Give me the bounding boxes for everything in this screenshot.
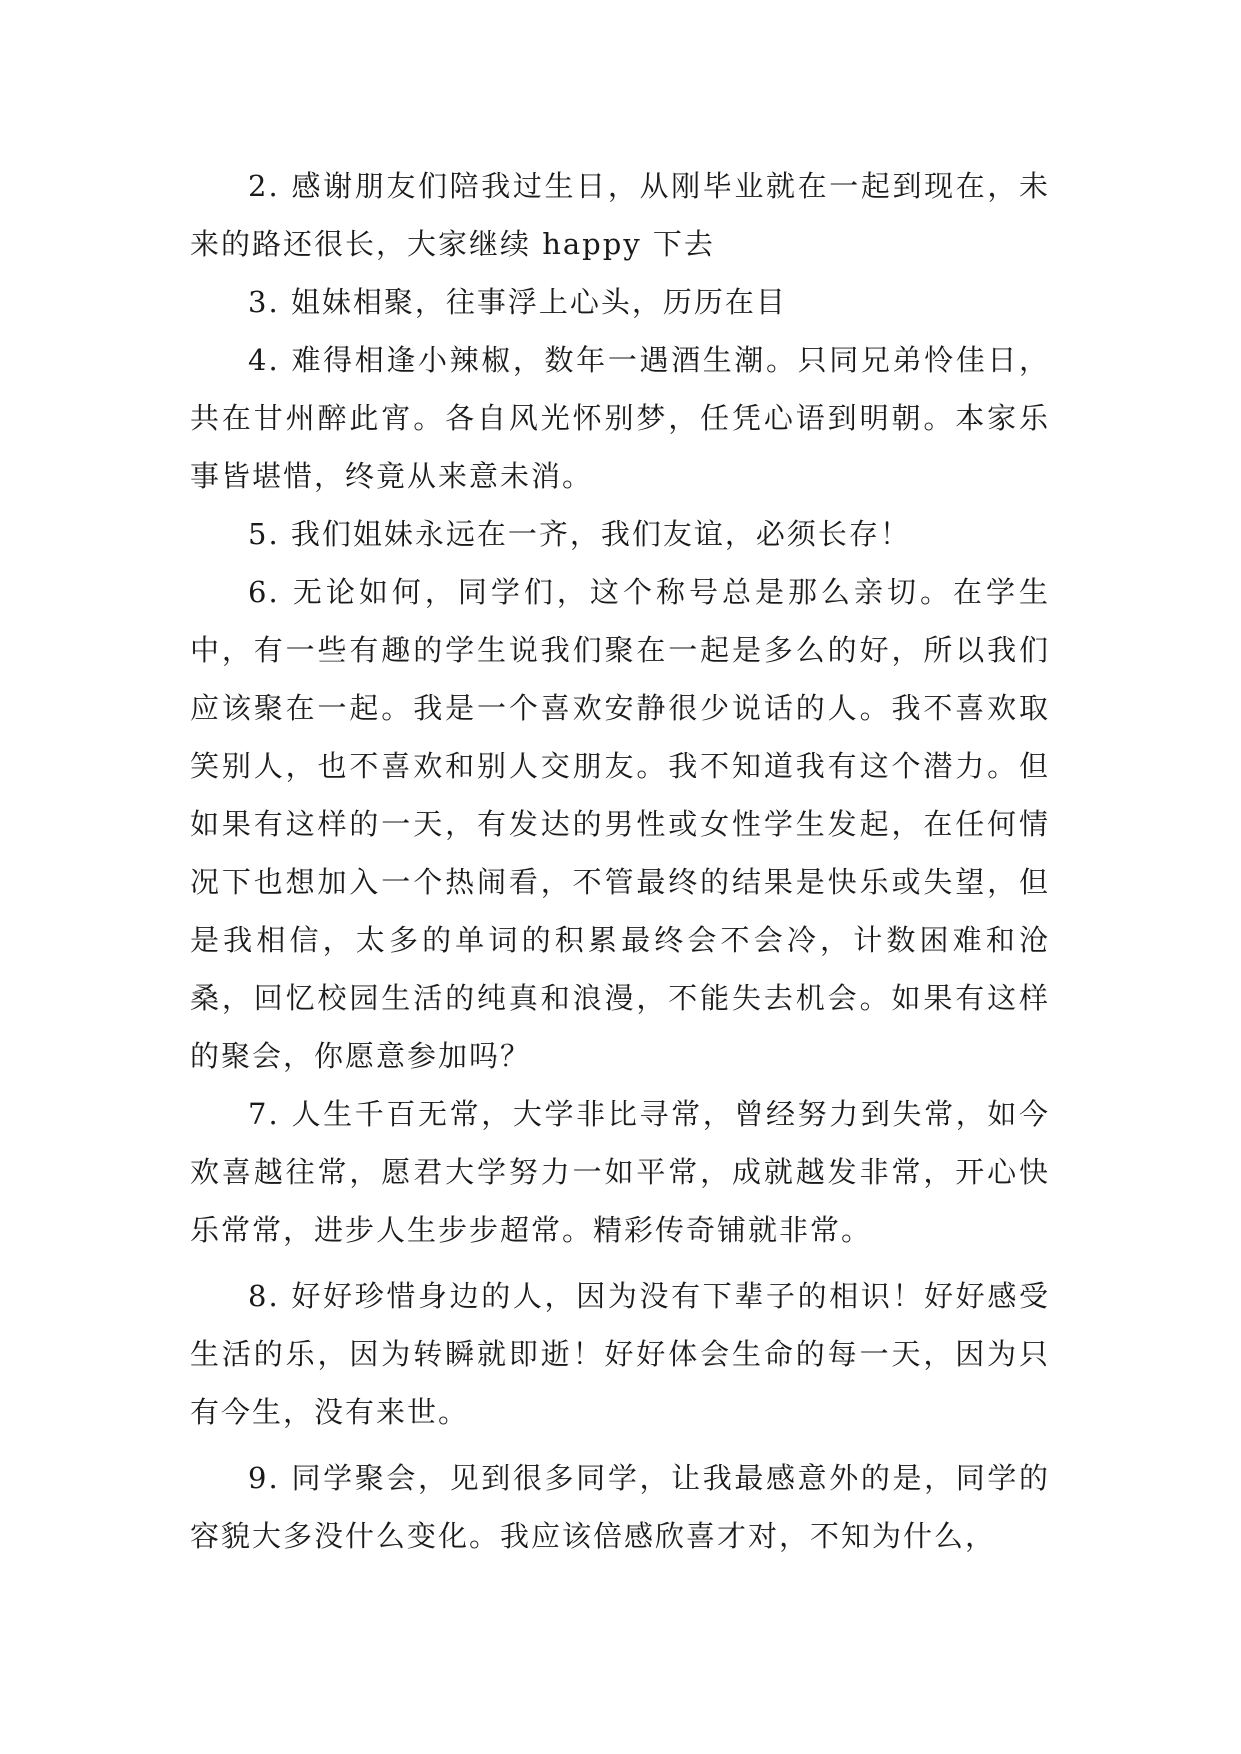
paragraph-2: 2. 感谢朋友们陪我过生日，从刚毕业就在一起到现在，未来的路还很长，大家继续 happy 下去 <box>190 169 1050 261</box>
paragraph-3: 3. 姐妹相聚，往事浮上心头，历历在目 <box>248 285 787 319</box>
paragraph-5: 5. 我们姐妹永远在一齐，我们友谊，必须长存！ <box>248 517 911 551</box>
paragraph-8: 8. 好好珍惜身边的人，因为没有下辈子的相识！好好感受生活的乐，因为转瞬就即逝！好好体会生命的每一天，因为只有今生，没有来世。 <box>190 1279 1050 1429</box>
document-body <box>190 157 1050 1565</box>
paragraph-9: 9. 同学聚会，见到很多同学，让我最感意外的是，同学的容貌大多没什么变化。我应该倍感欣喜才对，不知为什么， <box>190 1461 1050 1553</box>
paragraph-4: 4. 难得相逢小辣椒，数年一遇酒生潮。只同兄弟怜佳日，共在甘州醉此宵。各自风光怀别梦，任凭心语到明朝。本家乐事皆堪惜，终竟从来意未消。 <box>190 343 1050 493</box>
paragraph-6: 6. 无论如何，同学们，这个称号总是那么亲切。在学生中，有一些有趣的学生说我们聚在一起是多么的好，所以我们应该聚在一起。我是一个喜欢安静很少说话的人。我不喜欢取笑别人，也不喜欢和别人交朋友。我不知道我有这个潜力。但如果有这样的一天，有发达的男性或女性学生发起，在任何情况下也想加入一个热闹看，不管最终的结果是快乐或失望，但是我相信，太多的单词的积累最终会不会冷，计数困难和沧桑，回忆校园生活的纯真和浪漫，不能失去机会。如果有这样的聚会，你愿意参加吗？ <box>190 575 1050 1073</box>
paragraph-7: 7. 人生千百无常，大学非比寻常，曾经努力到失常，如今欢喜越往常，愿君大学努力一如平常，成就越发非常，开心快乐常常，进步人生步步超常。精彩传奇铺就非常。 <box>190 1097 1050 1247</box>
